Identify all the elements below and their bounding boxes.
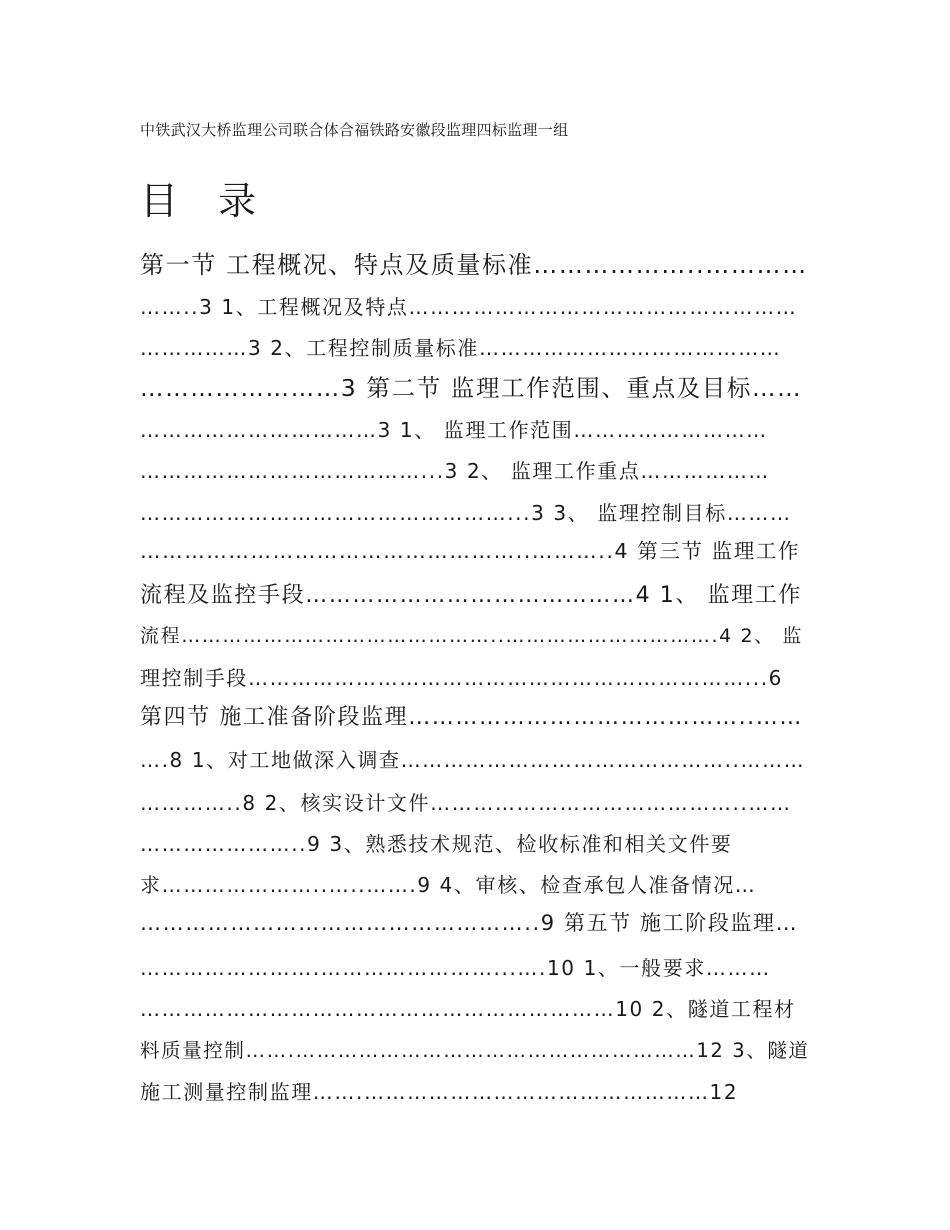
toc-line: …………..8 2、核实设计文件……………………………………..…… (140, 791, 792, 815)
toc-line: 流程及监控手段……………………………………4 1、 监理工作 (140, 583, 802, 608)
toc-title: 目 录 (140, 179, 271, 223)
toc-line: 施工测量控制监理…….…………………………………………12 (140, 1080, 739, 1104)
document-header: 中铁武汉大桥监理公司联合体合福铁路安徽段监理四标监理一组 (140, 121, 569, 139)
toc-line: 第一节 工程概况、特点及质量标准………………..………… (140, 251, 808, 279)
toc-line: …………………..9 3、熟悉技术规范、检收标准和相关文件要 (140, 832, 733, 856)
toc-line: …………………………………...3 2、 监理工作重点……………… (140, 459, 771, 483)
toc-line: ……………3 2、工程控制质量标准…………………………………… (140, 336, 782, 360)
toc-line: ….8 1、对工地做深入调查………………………………………..……… (140, 748, 806, 772)
toc-line: 第四节 施工准备阶段监理……………………………………..…… (140, 705, 803, 730)
toc-line: 求…………………..…..…….9 4、审核、检查承包人准备情况… (140, 873, 757, 897)
toc-line: ……………………………………………..………..4 第三节 监理工作 (140, 539, 801, 563)
toc-line: ……………………………………………..9 第五节 施工阶段监理… (140, 911, 799, 935)
toc-line: 流程………………………………………..………………………….4 2、 监 (140, 625, 803, 647)
toc-line: 理控制手段……………………………………………………………...6 (140, 666, 783, 690)
toc-line: ……………………………3 1、 监理工作范围……………………… (140, 418, 768, 442)
toc-line: …………………………………………………………10 2、隧道工程材 (140, 997, 796, 1021)
toc-line: 料质量控制…….…………………………………………………12 3、隧道 (140, 1039, 810, 1062)
toc-line: ……..3 1、工程概况及特点……………………………………………… (140, 295, 798, 319)
toc-line: ……………………………………………...3 3、 监理控制目标……… (140, 501, 792, 525)
toc-line: ……………………3 第二节 监理工作范围、重点及目标…… (140, 374, 803, 402)
toc-line: …………………….……………………...….10 1、一般要求……… (140, 956, 771, 980)
